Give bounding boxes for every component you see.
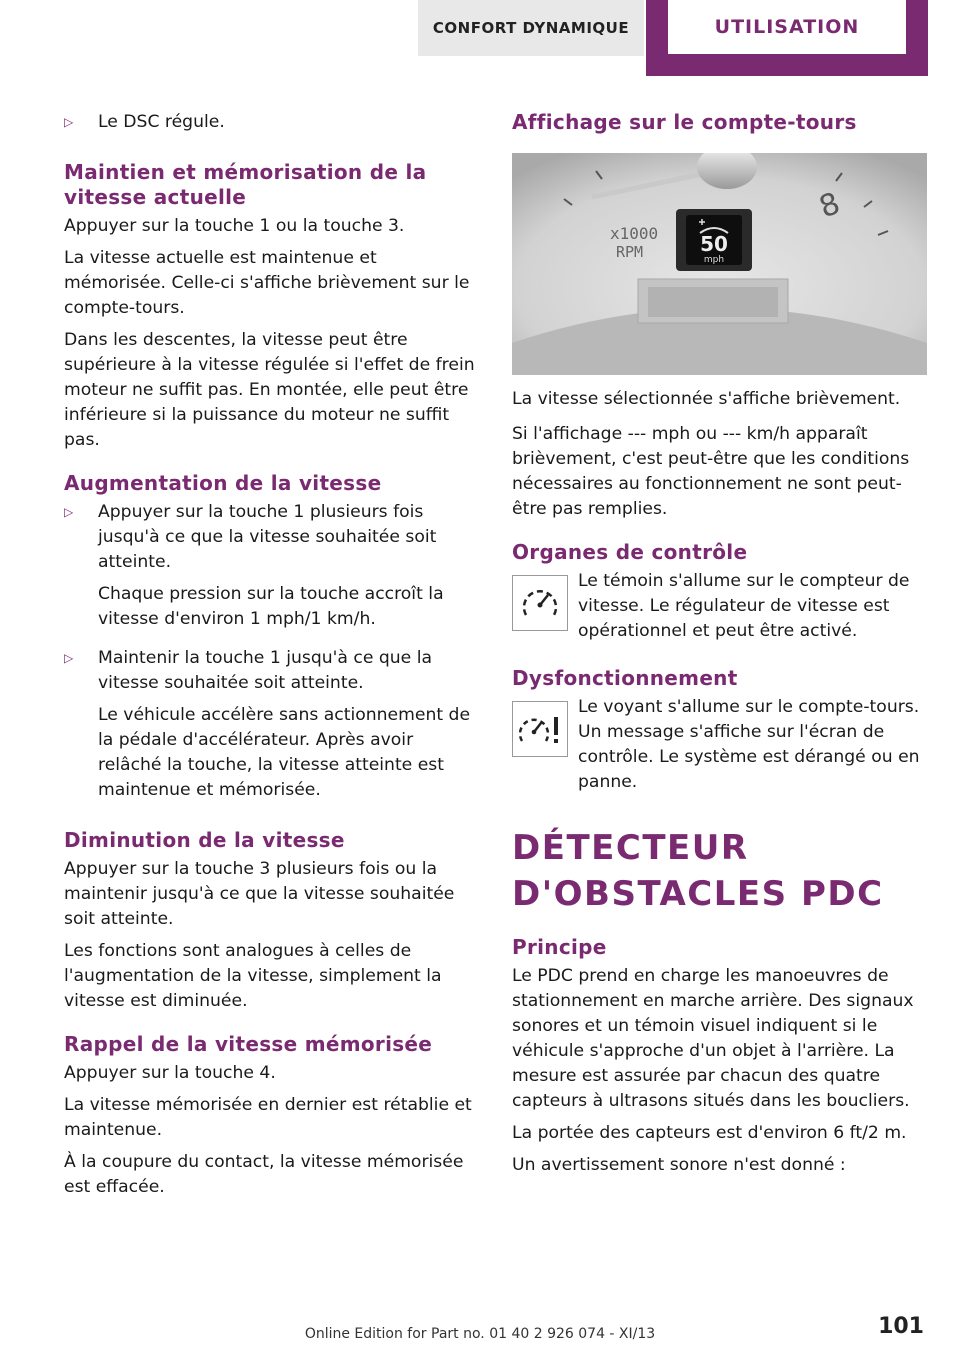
heading-augmentation: Augmentation de la vitesse (64, 471, 382, 495)
paragraph: Appuyer sur la touche 3 plusieurs fois ou la maintenir jusqu'à ce que la vitesse souhaitée soit atteinte. (64, 859, 455, 929)
paragraph: Le PDC prend en charge les manoeuvres de stationnement en marche arrière. Des signaux sonores et un témoin visuel indiquent si le véhicule s'approche d'un objet à l'arrière. La mesure est assurée par chacun des quatre capteurs à ultrasons situés dans les boucliers. (512, 966, 914, 1111)
bullet-triangle-icon: ▷ (64, 651, 74, 665)
footer-edition: Online Edition for Part no. 01 40 2 926 074 - XI/13 (304, 1326, 656, 1342)
paragraph: Le témoin s'allume sur le compteur de vitesse. Le régulateur de vitesse est opérationnel et peut être activé. (578, 571, 910, 641)
bullet-text: Appuyer sur la touche 1 plusieurs fois jusqu'à ce que la vitesse souhaitée soit atteinte. (98, 502, 437, 572)
rpm-unit: RPM (616, 243, 644, 261)
speed-unit: mph (703, 255, 725, 265)
list-item (64, 500, 476, 639)
heading-affichage: Affichage sur le compte-tours (512, 110, 857, 134)
intro-bullet-text: Le DSC régule. (98, 112, 225, 132)
paragraph: À la coupure du contact, la vitesse mémorisée est effacée. (64, 1152, 464, 1197)
paragraph: Appuyer sur la touche 4. (64, 1063, 276, 1083)
indicator-paragraph (512, 569, 932, 644)
heading-principe: Principe (512, 935, 607, 959)
paragraph: La vitesse actuelle est maintenue et mémorisée. Celle-ci s'affiche brièvement sur le compte-tours. (64, 248, 470, 318)
heading-diminution: Diminution de la vitesse (64, 828, 345, 852)
heading-rappel: Rappel de la vitesse mémorisée (64, 1032, 433, 1056)
paragraph: La portée des capteurs est d'environ 6 ft/2 m. (512, 1123, 907, 1143)
header-section-tab (418, 0, 644, 56)
bullet-subtext: Chaque pression sur la touche accroît la vitesse d'environ 1 mph/1 km/h. (98, 584, 444, 629)
heading-organes: Organes de contrôle (512, 540, 748, 564)
paragraph: Dans les descentes, la vitesse peut être supérieure à la vitesse régulée si l'effet de frein moteur ne suffit pas. En montée, elle peut être inférieure si la puissance du moteur ne suffit pas. (64, 330, 475, 450)
cruise-control-indicator-icon (512, 575, 568, 631)
list-item (64, 646, 476, 810)
indicator-paragraph (512, 695, 932, 795)
bullet-triangle-icon: ▷ (64, 505, 74, 519)
tach-digit: 8 (814, 185, 845, 226)
paragraph: La vitesse mémorisée en dernier est rétablie et maintenue. (64, 1095, 472, 1140)
bullet-triangle-icon: ▷ (64, 115, 74, 129)
left-column (64, 110, 476, 1207)
speed-value: 50 (700, 232, 728, 256)
paragraph: Appuyer sur la touche 1 ou la touche 3. (64, 216, 405, 236)
cruise-control-warning-icon (512, 701, 568, 757)
paragraph: Si l'affichage --- mph ou --- km/h apparaît brièvement, c'est peut-être que les conditions nécessaires au fonctionnement ne sont peut-être pas remplies. (512, 424, 910, 519)
list-item (64, 110, 476, 142)
header-section-label: CONFORT DYNAMIQUE (432, 19, 630, 37)
heading-maintien: Maintien et mémorisation de la vitesse actuelle (64, 160, 427, 209)
heading-dysfonctionnement: Dysfonctionnement (512, 666, 738, 690)
paragraph: Les fonctions sont analogues à celles de l'augmentation de la vitesse, simplement la vitesse est diminuée. (64, 941, 442, 1011)
tachometer-illustration (512, 153, 927, 375)
heading-pdc: DÉTECTEUR D'OBSTACLES PDC (512, 828, 884, 914)
page-number: 101 (878, 1314, 924, 1339)
bullet-subtext: Le véhicule accélère sans actionnement de la pédale d'accélérateur. Après avoir relâché la touche, la vitesse atteinte est maintenue et mémorisée. (98, 705, 471, 800)
rpm-label: x1000 (610, 224, 659, 243)
paragraph: La vitesse sélectionnée s'affiche brièvement. (512, 389, 901, 409)
header-chapter-label: UTILISATION (714, 16, 860, 38)
bullet-text: Maintenir la touche 1 jusqu'à ce que la vitesse souhaitée soit atteinte. (98, 648, 433, 693)
paragraph: Un avertissement sonore n'est donné : (512, 1155, 846, 1175)
right-column (512, 110, 932, 1185)
paragraph: Le voyant s'allume sur le compte-tours. Un message s'affiche sur l'écran de contrôle. Le système est dérangé ou en panne. (578, 697, 920, 792)
header-chapter-tab (646, 0, 928, 76)
tachometer-figure (512, 153, 927, 375)
